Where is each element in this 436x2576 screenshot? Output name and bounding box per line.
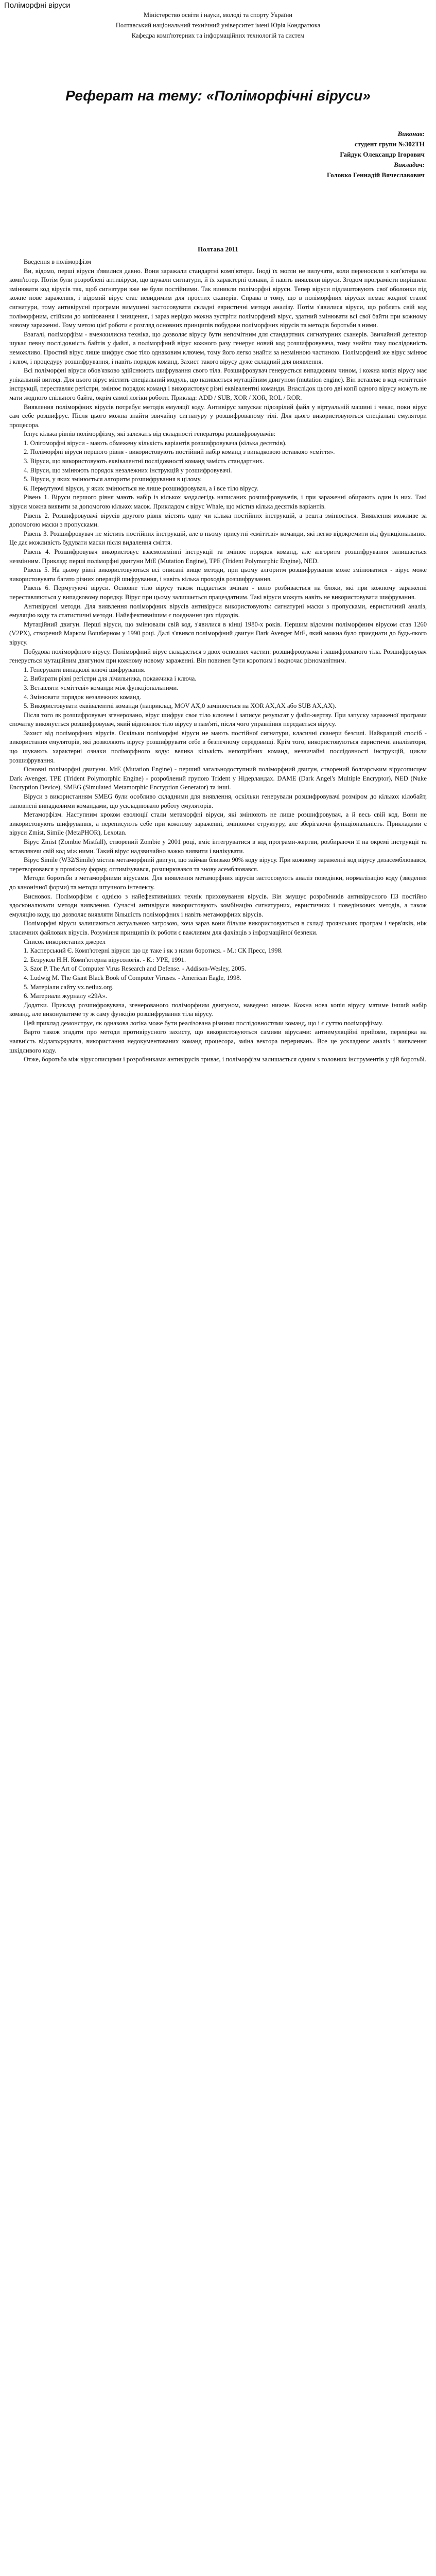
department-line: Кафедра комп'ютерних та інформаційних технологій та систем (131, 32, 305, 39)
university-line: Полтавський національний технічний університет імені Юрія Кондратюка (115, 22, 321, 29)
body-paragraph: Захист від поліморфних вірусів. Оскільки поліморфні віруси не мають постійної сигнатури, класичні сканери безсилі. Найкращий спосіб - використання емуляторів, які дозволяють вірусу розшифрувати себе в безпечному середовищі. Крім того, використовуються евристичні аналізатори, що шукають характерні ознаки поліморфного коду: велика кількість непотрібних команд, незвичайні послідовності інструкцій, цикли розшифрування. (9, 729, 427, 764)
body-paragraph: Цей приклад демонструє, як однакова логіка може бути реалізована різними послідовностями команд, що і є суттю поліморфізму. (24, 1019, 383, 1027)
body-paragraph: Після того як розшифровувач згенеровано, вірус шифрує своє тіло ключем і записує результат у файл-жертву. При запуску зараженої програми спочатку виконується розшифровувач, який відновлює тіло вірусу в пам'яті, після чого управління передається вірусу. (9, 711, 427, 728)
performer-label: Виконав: (397, 130, 425, 138)
body-paragraph: 1. Олігоморфні віруси - мають обмежену кількість варіантів розшифровувача (кілька десятків). (24, 439, 287, 447)
body-paragraph: 2. Вибирати різні регістри для лічильника, покажчика і ключа. (24, 675, 197, 683)
body-paragraph: 2. Поліморфні віруси першого рівня - використовують постійний набір команд з випадковою вставкою «сміття». (24, 448, 335, 456)
body-paragraph: Мутаційний двигун. Перші віруси, що змінювали свій код, з'явилися в кінці 1980-х років. Першим відомим поліморфним вірусом став 1260 (V2PX), створений Марком Вошберном у 1990 році. Далі з'явився поліморфний двигун Dark Avenger MtE, який можна було приєднати до будь-якого вірусу. (9, 620, 427, 646)
body-paragraph: Висновок. Поліморфізм є однією з найефективніших технік приховування вірусів. Він змушує розробників антивірусного ПЗ постійно вдосконалювати методи виявлення. Сучасні антивіруси використовують комбінацію сигнатурних, евристичних і поведінкових методів, а також емуляцію коду, що дозволяє виявляти більшість поліморфних і навіть метаморфних вірусів. (9, 892, 427, 918)
document-tab-title: Поліморфні віруси (4, 1, 71, 10)
body-paragraph: Виявлення поліморфних вірусів потребує методів емуляції коду. Антивірус запускає підозрілий файл у віртуальній машині і чекає, поки вірус сам себе розшифрує. Після цього можна знайти звичайну сигнатуру у розшифрованому тілі. Для цього використовуються спеціальні емулятори процесора. (9, 403, 427, 429)
body-paragraph: 3. Szor P. The Art of Computer Virus Research and Defense. - Addison-Wesley, 2005. (24, 965, 247, 973)
body-paragraph: Методи боротьби з метаморфними вірусами. Для виявлення метаморфних вірусів застосовують аналіз поведінки, нормалізацію коду (зведення до канонічної форми) та методи штучного інтелекту. (9, 874, 427, 891)
body-paragraph: Побудова поліморфного вірусу. Поліморфний вірус складається з двох основних частин: розшифровувача і зашифрованого тіла. Розшифровувач генерується мутаційним двигуном при кожному новому зараженні. Він повинен бути коротким і водночас різноманітним. (9, 648, 427, 665)
teacher-name: Головко Геннадій Вячеславович (327, 171, 425, 179)
body-paragraph: 6. Пермутуючі віруси, у яких змінюється не лише розшифровувач, а і все тіло вірусу. (24, 484, 258, 492)
essay-title: Реферат на тему: «Поліморфічні віруси» (65, 88, 371, 104)
body-paragraph: Рівень 5. На цьому рівні використовуються всі описані вище методи, при цьому алгоритм розшифрування може змінюватися - вірус може використовувати багато різних операцій шифрування, і навіть кілька проходів розшифрування. (9, 566, 427, 583)
body-paragraph: 2. Безруков Н.Н. Комп'ютерна вірусологія. - К.: УРЕ, 1991. (24, 956, 186, 963)
body-paragraph: Взагалі, поліморфізм - вмежкилисна техніка, що дозволяє вірусу бути непомітним для стандартних сигнатурних сканерів. Звичайний детектор шукає певну послідовність байтів у файлі, а поліморфний вірус кожного разу генерує новий код розшифровувача, тому знайти таку послідовність неможливо. Простий вірус лише шифрує своє тіло однаковим ключем, тому його легко знайти за незмінною частиною. Поліморфний же вірус змінює і ключ, і процедуру розшифрування, і навіть порядок команд. Захист такого вірусу дуже складний для виявлення. (9, 330, 427, 365)
performer-group: студент групи №302ТН (354, 140, 425, 148)
essay-body (9, 258, 427, 1064)
body-paragraph: 5. Матеріали сайту vx.netlux.org. (24, 983, 114, 991)
body-paragraph: 5. Використовувати еквівалентні команди (наприклад, MOV AX,0 замінюється на XOR AX,AX або SUB AX,AX). (24, 702, 337, 710)
body-paragraph: 3. Вставляти «сміттєві» команди між функціональними. (24, 684, 179, 691)
body-paragraph: Антивірусні методи. Для виявлення поліморфних вірусів антивіруси використовують: сигнатурні маски з пропусками, евристичний аналіз, емуляцію коду та статистичні методи. Найефективнішим є поєднання цих підходів. (9, 602, 427, 619)
body-paragraph: 6. Материали журналу «29A». (24, 992, 107, 1000)
ministry-line: Міністерство освіти і науки, молоді та спорту України (143, 11, 293, 19)
teacher-label: Викладач: (394, 161, 425, 168)
body-paragraph: Віруси з використанням SMEG були особливо складними для виявлення, оскільки генерували розшифровувачі розміром до кількох кілобайт, наповнені випадковими командами, що ускладнювало роботу емуляторів. (9, 793, 427, 809)
body-paragraph: 4. Змінювати порядок незалежних команд. (24, 693, 142, 701)
body-paragraph: Метаморфізм. Наступним кроком еволюції стали метаморфні віруси, які змінюють не лише розшифровувач, а й весь свій код. Вони не використовують шифрування, а переписують себе при кожному зараженні, змінюючи структуру, але зберігаючи функціональність. Прикладами є віруси Zmist, Simile (MetaPHOR), Lexotan. (9, 811, 427, 837)
city-year: Полтава 2011 (198, 245, 238, 253)
body-paragraph: Основні поліморфні двигуни. MtE (Mutation Engine) - перший загальнодоступний поліморфний двигун, створений болгарським вірусописцем Dark Avenger. TPE (Trident Polymorphic Engine) - розроблений групою Trident у Нідерландах. DAME (Dark Angel's Multiple Encryptor), NED (Nuke Encryption Device), SMEG (Simulated Metamorphic Encryption Generator) та інші. (9, 766, 427, 791)
body-paragraph: 1. Генерувати випадкові ключі шифрування. (24, 666, 146, 673)
body-paragraph: Всі поліморфні віруси обов'язково здійснюють шифрування свого тіла. Розшифровувач генерується випадковим чином, і кожна копія вірусу має унікальний вигляд. Для цього вірус містить спеціальний модуль, що називається мутаційним двигуном (mutation engine). Він вставляє в код «сміттєві» інструкції, переставляє регістри, змінює порядок команд і використовує різні еквівалентні команди. Внаслідок цього дві копії одного вірусу можуть не мати жодного спільного байта, окрім самої логіки роботи. Приклад: ADD / SUB, XOR / XOR, ROL / ROR. (9, 367, 427, 401)
body-paragraph: Додатки. Приклад розшифровувача, згенерованого поліморфним двигуном, наведено нижче. Кожна нова копія вірусу матиме інший набір команд, але виконуватиме ту ж саму функцію розшифрування тіла вірусу. (9, 1001, 427, 1018)
body-paragraph: 1. Касперський Є. Комп'ютерні віруси: що це таке і як з ними боротися. - М.: СК Пресс, 1998. (24, 947, 283, 955)
body-paragraph: Поліморфні віруси залишаються актуальною загрозою, хоча зараз вони більше використовуються в складі троянських програм і черв'яків, ніж класичних файлових вірусів. Розуміння принципів їх роботи є важливим для фахівців з інформаційної безпеки. (9, 920, 427, 936)
body-paragraph: Існує кілька рівнів поліморфізму, які залежать від складності генератора розшифровувачів: (24, 430, 276, 438)
signature-block (239, 129, 425, 180)
body-paragraph: 4. Віруси, що змінюють порядок незалежних інструкцій у розшифровувачі. (24, 466, 232, 474)
body-paragraph: Рівень 2. Розшифровувачі вірусів другого рівня містять одну чи кілька постійних інструкцій, а решта змінюється. Виявлення можливе за допомогою маски з пропусками. (9, 512, 427, 529)
body-paragraph: Рівень 3. Розшифровувач не містить постійних інструкцій, але в ньому присутні «сміттєві» команди, які легко відокремити від функціональних. Це дає можливість будувати маски після видалення сміття. (9, 530, 427, 547)
body-paragraph: Вірус Zmist (Zombie Mistfall), створений Zombie у 2001 році, вміє інтегруватися в код програми-жертви, розбираючи її на окремі інструкції та вставляючи свій код між ними. Такий вірус надзвичайно важко виявити і вилікувати. (9, 838, 427, 855)
performer-name: Гайдук Олександр Ігорович (340, 150, 425, 158)
body-paragraph: 3. Віруси, що використовують еквівалентні послідовності команд замість стандартних. (24, 457, 264, 465)
body-paragraph: Рівень 6. Пермутуючі віруси. Основне тіло вірусу також піддається змінам - воно розбивається на блоки, які при кожному зараженні переставляються у випадковому порядку. Вірус при цьому залишається працездатним. Такі віруси можуть навіть не використовувати шифрування. (9, 584, 427, 601)
body-paragraph: 5. Віруси, у яких змінюється алгоритм розшифрування в цілому. (24, 476, 202, 483)
body-paragraph: Ви, відомо, перші віруси з'явилися давно. Вони заражали стандартні комп'ютери. Іноді їх могли не вилучати, коли переносили з коп'ютера на комп'ютер. Потім були розроблені антивіруси, що шукали сигнатури, й їх характерні ознаки, й навіть виявляли віруси. Згодом програмісти вирішили змінювати код вірусів так, щоб сигнатури вже не були постійними. Так виникли поліморфні віруси. Тепер віруси підлаштовують свої оболонки під кожне нове зараження, і відомий вірус стає невидимим для простих сканерів. Справа в тому, що в поліморфних вірусах немає жодної сталої сигнатури, тому антивірусні програми вимушені застосовувати складні евристичні методи аналізу. Потім з'явилися віруси, що роблять свій код поліморфним, стійким до копіювання і знищення, і зараз нерідко можна зустріти поліморфний вірус, здатний змінювати всі свої байти при кожному новому зараженні. Тому метою цієї роботи є розгляд основних принципів побудови поліморфних вірусів та методів боротьби з ними. (9, 267, 427, 329)
body-paragraph: Введення в поліморфізм (24, 258, 91, 265)
body-paragraph: Отже, боротьба між вірусописцями і розробниками антивірусів триває, і поліморфізм залишається одним з головних інструментів у цій боротьбі. (24, 1056, 426, 1063)
body-paragraph: Рівень 1. Віруси першого рівня мають набір із кількох заздалегідь написаних розшифровувачів, і при зараженні обирають один із них. Такі віруси можна виявити за допомогою кількох масок. Прикладом є вірус Whale, що містив кілька десятків варіантів. (9, 494, 427, 511)
body-paragraph: Рівень 4. Розшифровувач використовує взаємозамінні інструкції та змінює порядок команд, але алгоритм розшифрування залишається незмінним. Приклад: перші поліморфні двигуни MtE (Mutation Engine), TPE (Trident Polymorphic Engine), NED. (9, 548, 427, 565)
body-paragraph: Варто також згадати про методи противірусного захисту, що використовуються самими вірусами: антиемуляційні прийоми, перевірка на наявність відлагоджувача, використання недокументованих команд процесора, зміна вектора переривань. Все це ускладнює аналіз і виявлення шкідливого коду. (9, 1028, 427, 1054)
body-paragraph: Список використаних джерел (24, 938, 106, 945)
body-paragraph: Вірус Simile (W32/Simile) містив метаморфний двигун, що займав близько 90% коду вірусу. При кожному зараженні код вірусу дизасемблювався, перетворювався у проміжну форму, оптимізувався, розширювався та знову асемблювався. (9, 856, 427, 873)
body-paragraph: 4. Ludwig M. The Giant Black Book of Computer Viruses. - American Eagle, 1998. (24, 974, 241, 981)
